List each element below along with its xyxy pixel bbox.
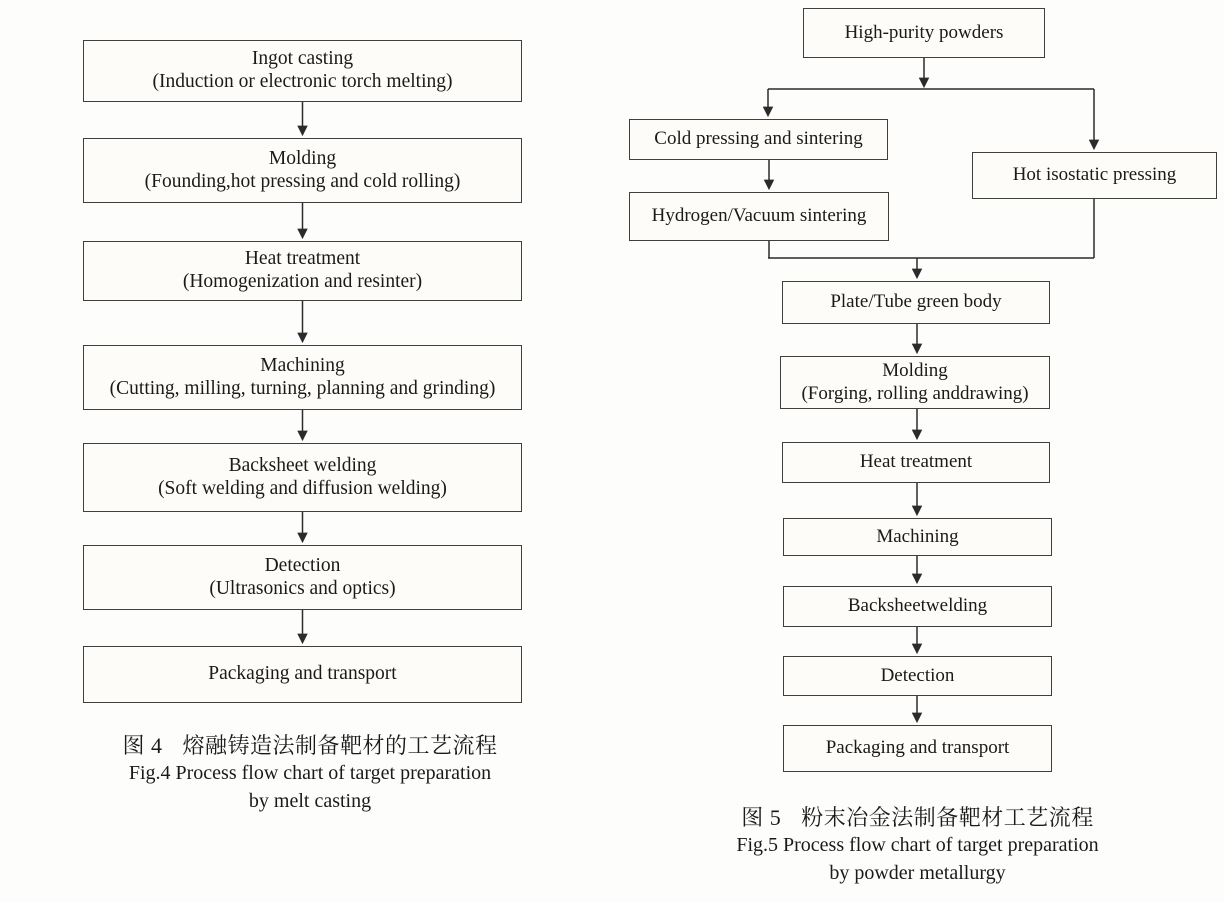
fig4-caption-en-line2: by melt casting [248,789,372,812]
flow-box-title: Packaging and transport [208,663,397,685]
flow-box-title: Plate/Tube green body [830,291,1002,313]
flow-box-subtitle: (Forging, rolling anddrawing) [801,382,1029,404]
flow-box-title: Backsheetwelding [847,595,988,617]
fig5-caption-title: 粉末冶金法制备靶材工艺流程 [801,805,1094,830]
flow-box-packaging-transport [783,725,1052,772]
fig4-caption-en-line1: Fig.4 Process flow chart of target preparation [128,762,492,784]
flow-box-plate-tube-green-body [782,281,1050,324]
flow-box-title: Molding [882,360,948,382]
fig4-caption-label: 图 4 [122,733,163,758]
flow-box-cold-pressing-sintering [629,119,888,160]
flow-box-hot-isostatic-pressing [972,152,1217,199]
flow-box-subtitle: (Founding,hot pressing and cold rolling) [144,170,461,192]
flow-box-backsheet-welding [83,443,522,512]
flow-box-title: Machining [260,354,345,376]
fig5-caption-en-line1: Fig.5 Process flow chart of target preparation [736,834,1099,856]
flow-box-title: Packaging and transport [825,737,1010,759]
flow-box-ingot-casting [83,40,522,102]
flow-box-hydrogen-vacuum-sintering [629,192,889,241]
flow-box-title: Backsheet welding [228,454,377,476]
flow-box-title: Heat treatment [859,451,973,473]
flow-box-title: Detection [880,664,955,686]
flow-box-title: High-purity powders [844,21,1004,43]
flow-box-title: Machining [876,525,959,547]
fig5-caption-zh [645,803,1190,832]
flow-box-subtitle: (Homogenization and resinter) [182,271,423,292]
flow-box-title: Ingot casting [251,48,354,70]
flow-box-heat-treatment [83,241,522,301]
fig5-caption-en-line2: by powder metallurgy [829,861,1006,884]
flow-box-packaging-transport [83,646,522,703]
flow-box-title: Hydrogen/Vacuum sintering [651,205,867,227]
flow-box-detection [783,656,1052,696]
flow-box-machining [83,345,522,410]
flow-box-title: Molding [268,147,337,169]
flow-box-heat-treatment [782,442,1050,483]
flow-box-title: Hot isostatic pressing [1012,164,1177,186]
flow-box-backsheet-welding [783,586,1052,627]
flow-box-subtitle: (Cutting, milling, turning, planning and grinding) [109,377,496,399]
flow-box-title: Heat treatment [244,248,361,270]
flow-box-high-purity-powders [803,8,1045,58]
flow-box-subtitle: (Soft welding and diffusion welding) [158,477,447,499]
flow-box-title: Cold pressing and sintering [654,128,863,150]
flow-box-subtitle: (Ultrasonics and optics) [209,577,396,599]
flow-box-title: Detection [264,554,341,576]
fig5-caption [645,803,1190,887]
flow-box-molding [780,356,1050,409]
flow-box-molding [83,138,522,203]
fig4-caption-zh [85,731,535,760]
flow-box-machining [783,518,1052,556]
flow-box-detection [83,545,522,610]
fig4-caption [85,731,535,815]
flow-box-subtitle: (Induction or electronic torch melting) [152,71,453,92]
fig4-caption-title: 熔融铸造法制备靶材的工艺流程 [182,733,498,758]
fig5-caption-label: 图 5 [741,805,782,830]
